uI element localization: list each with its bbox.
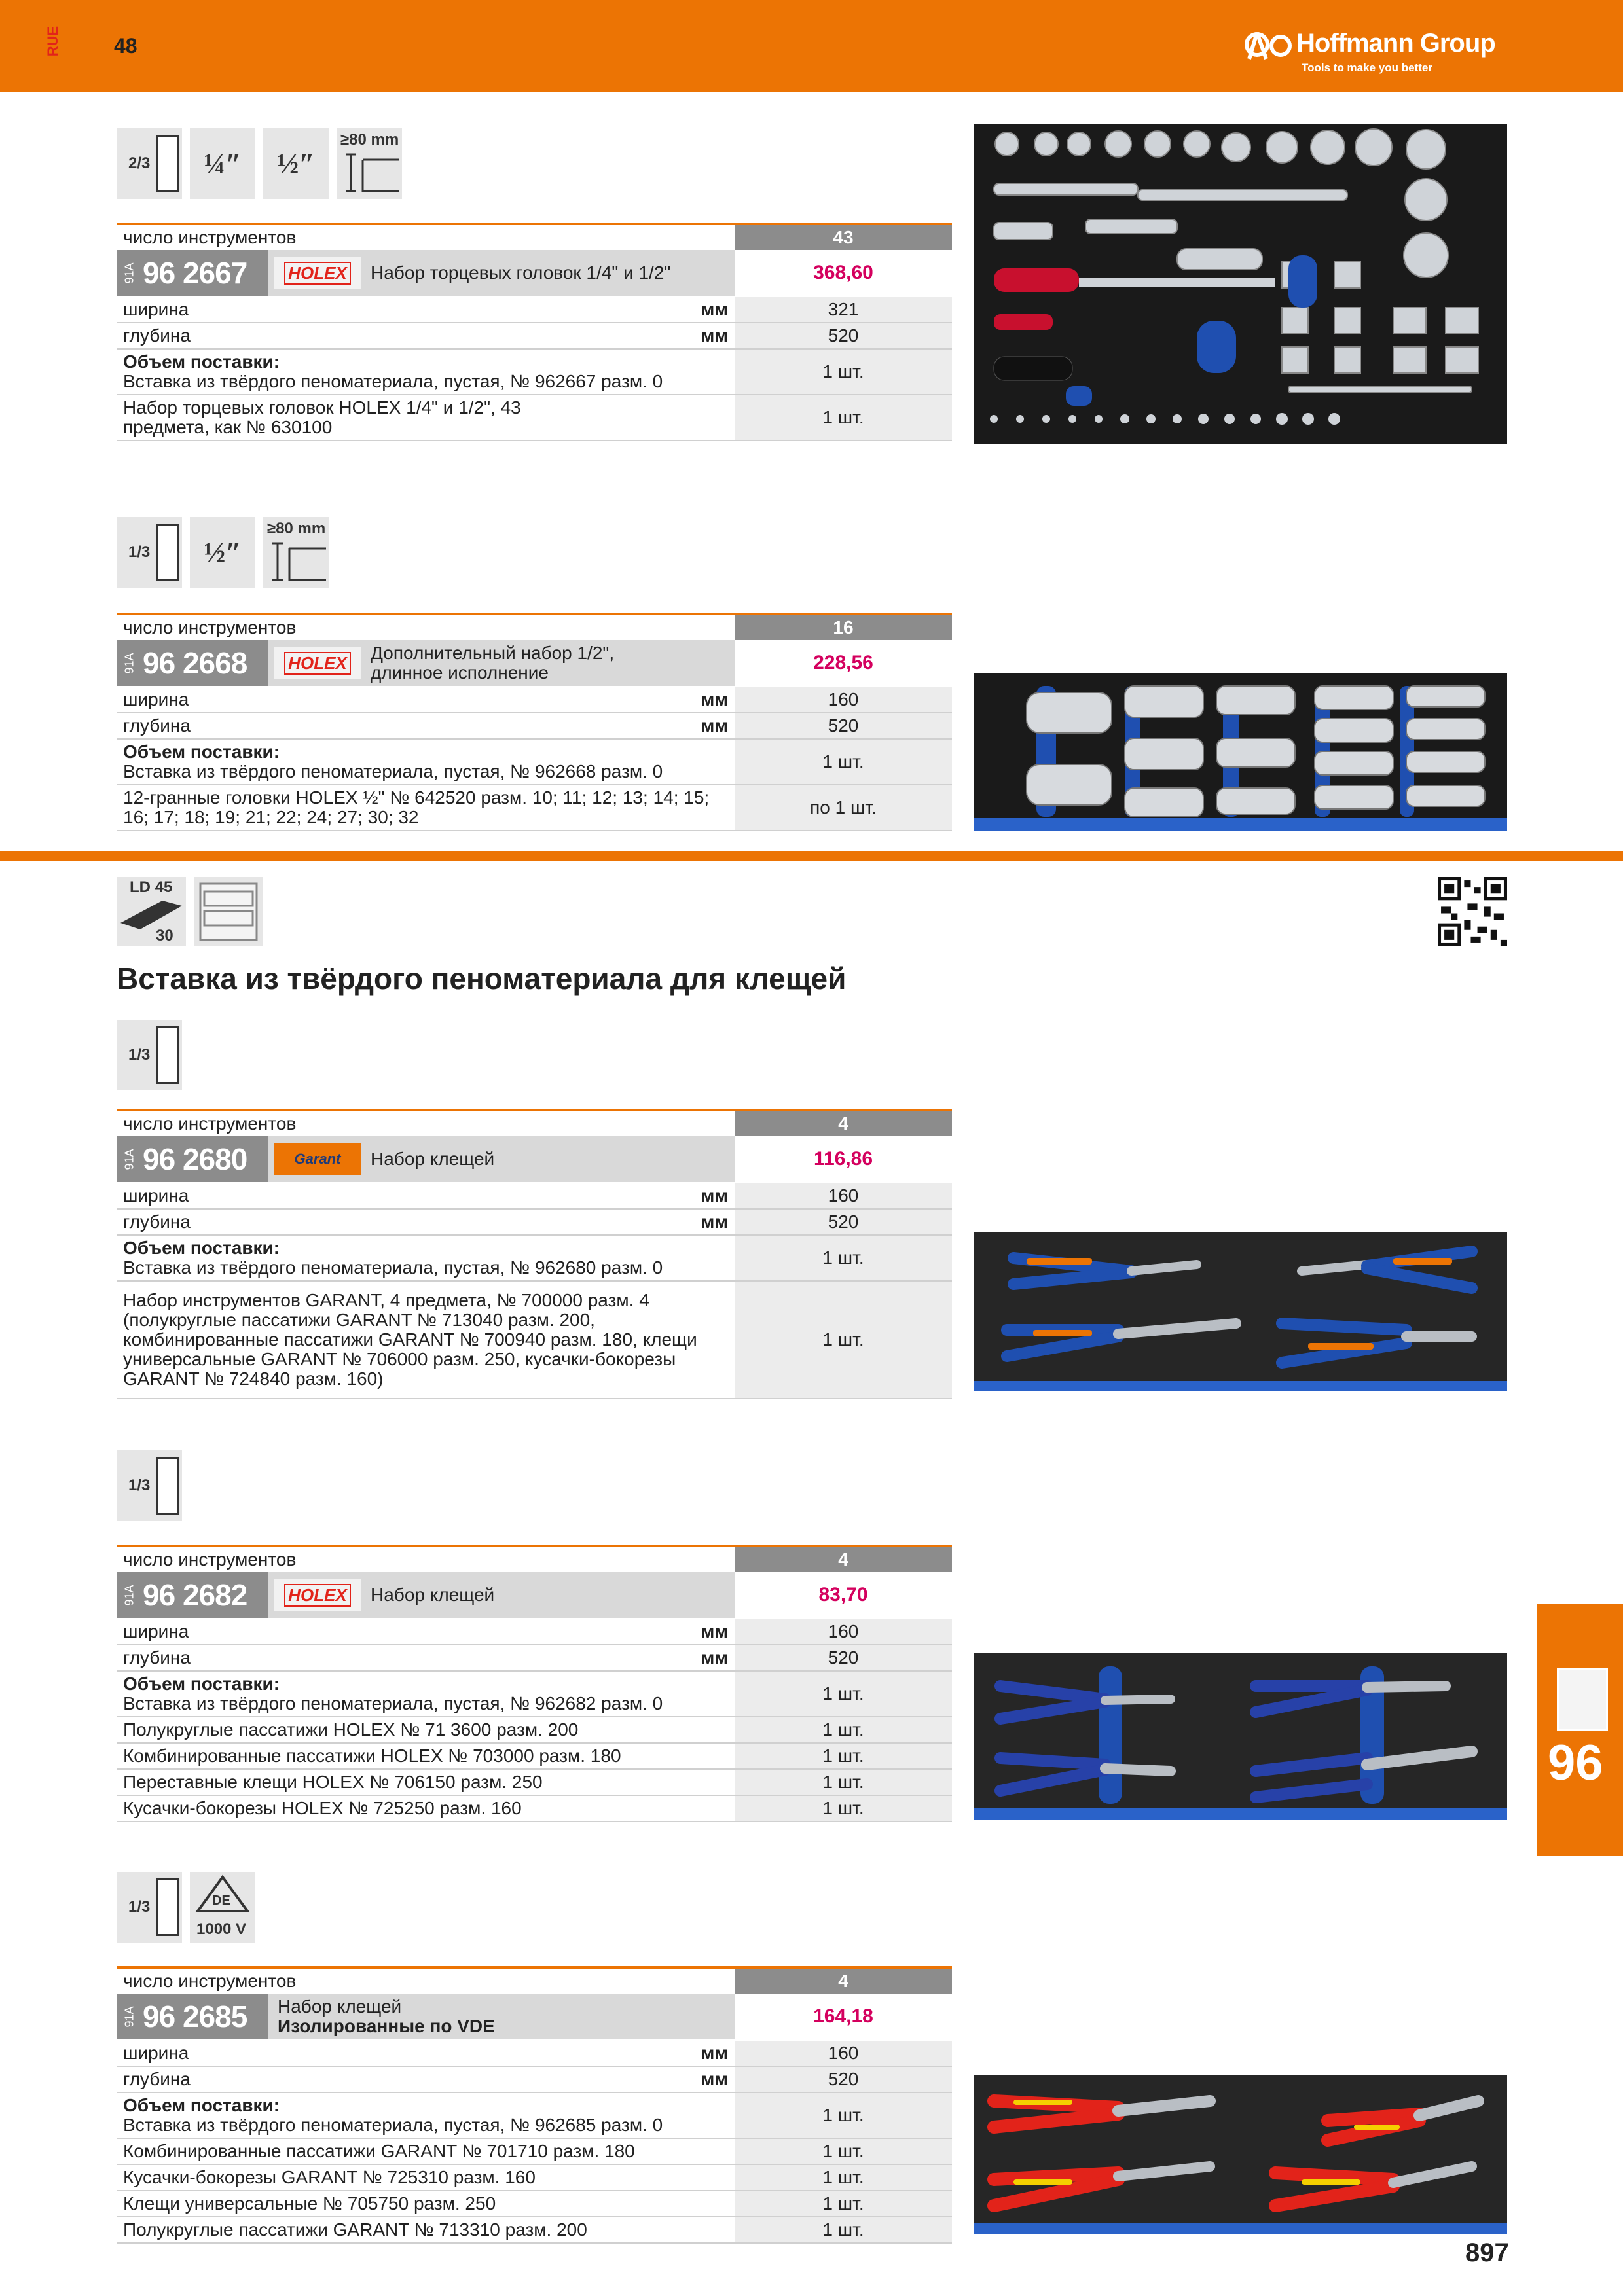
item-text: Комбинированные пассатижи GARANT № 701710 разм. 180	[123, 2141, 635, 2161]
item-qty: 1 шт.	[735, 2191, 952, 2216]
spec-icons-962668	[117, 517, 329, 588]
language-code: RUE	[45, 26, 62, 57]
count-value: 4	[735, 1969, 952, 1994]
supply-text: Вставка из твёрдого пеноматериала, пустая, № 962668 разм. 0	[123, 761, 663, 781]
article-number[interactable]: 91A 96 2682	[117, 1572, 268, 1618]
pliers-set-image	[974, 1232, 1507, 1391]
item-text: 12-гранные головки HOLEX ½" № 642520 разм. 10; 11; 12; 13; 14; 15; 16; 17; 18; 19; 21; 22; 24; 27; 30; 32	[123, 787, 710, 827]
brand-name: Hoffmann Group	[1296, 29, 1495, 58]
supply-text: Вставка из твёрдого пеноматериала, пустая, № 962685 разм. 0	[123, 2115, 663, 2135]
depth-value: 520	[735, 1210, 952, 1234]
product-table-962668: число инструментов 16 91A 96 2668 HOLEX Дополнительный набор 1/2", длинное исполнение 228,56 ширина мм 160 глубина мм 520 Объем поставки: Вставка из твёрдого пеноматериала, пустая, № 962668 разм. 0 1 шт. 12-гранные головки HOLEX ½" № 642520 разм. 10; 11; 12; 13; 14; 15; 16; 17; 18; 19; 21; 22; 24; 27; 30; 32 по 1 шт.	[117, 613, 952, 831]
drawer-size-icon: 2/3	[117, 128, 182, 199]
product-title: Набор клещей	[371, 1585, 495, 1605]
product-photo-962682	[974, 1653, 1507, 1820]
count-label: число инструментов	[117, 1547, 735, 1572]
product-table-962682: число инструментов 4 91A 96 2682 HOLEX Набор клещей 83,70 ширина мм 160 глубина мм 520 Объем поставки: Вставка из твёрдого пеноматериала, пустая, № 962682 разм. 0 1 шт. Полукруглые пассатижи HOLEX № 71 3600 разм. 200 1 шт. Комбинированные пассатижи HOLEX № 703000 разм. 180 1 шт. Переставные клещи HOLEX № 706150 разм. 250 1 шт. Кусачки-бокорезы HOLEX № 725250 разм. 160 1 шт.	[117, 1545, 952, 1822]
count-label: число инструментов	[117, 1969, 735, 1994]
supply-qty: 1 шт.	[735, 350, 952, 394]
depth-value: 520	[735, 1645, 952, 1670]
hoffmann-logo-icon	[1244, 25, 1295, 64]
count-value: 4	[735, 1111, 952, 1136]
price: 116,86	[735, 1136, 952, 1182]
supply-label: Объем поставки:	[123, 2095, 280, 2115]
width-value: 160	[735, 1619, 952, 1644]
supply-text: Вставка из твёрдого пеноматериала, пустая, № 962667 разм. 0	[123, 371, 663, 391]
item-text: Клещи универсальные № 705750 разм. 250	[123, 2193, 496, 2214]
product-photo-962667	[974, 124, 1507, 444]
count-label: число инструментов	[117, 225, 735, 250]
brand-logo: HOLEX	[274, 257, 361, 289]
item-text: Полукруглые пассатижи HOLEX № 71 3600 разм. 200	[123, 1719, 579, 1740]
page-number: 897	[1465, 2238, 1509, 2267]
depth-value: 520	[735, 2067, 952, 2092]
depth-value: 520	[735, 323, 952, 348]
article-number[interactable]: 91A 96 2667	[117, 250, 268, 296]
depth-icon: ≥80 mm	[263, 517, 329, 588]
catalog-page-number: 48	[114, 34, 137, 58]
drawer-size-icon: 1/3	[117, 1020, 182, 1090]
width-label: ширина	[123, 689, 189, 709]
vde-icon: DE 1000 V	[190, 1872, 255, 1943]
socket-set-image	[974, 124, 1507, 444]
price: 83,70	[735, 1572, 952, 1618]
item-qty: 1 шт.	[735, 2217, 952, 2242]
drawer-size-icon: 1/3	[117, 1450, 182, 1521]
item-text: Комбинированные пассатижи HOLEX № 703000 разм. 180	[123, 1746, 621, 1766]
section-icons	[117, 877, 263, 946]
product-title: Набор клещей	[371, 1149, 495, 1169]
width-label: ширина	[123, 299, 189, 319]
chapter-number: 96	[1548, 1735, 1603, 1791]
spec-icons-962685	[117, 1872, 255, 1943]
brand-tagline: Tools to make you better	[1302, 62, 1432, 74]
supply-label: Объем поставки:	[123, 1238, 280, 1258]
item-text: Набор торцевых головок HOLEX 1/4" и 1/2", 43 предмета, как № 630100	[123, 397, 521, 437]
item-qty: 1 шт.	[735, 2139, 952, 2164]
brand-logo: Garant	[274, 1143, 361, 1175]
long-sockets-image	[974, 673, 1507, 831]
spec-icons-962680	[117, 1020, 182, 1090]
product-photo-962680	[974, 1232, 1507, 1391]
supply-label: Объем поставки:	[123, 351, 280, 372]
ld-icon: LD 45 30	[117, 877, 186, 946]
vde-pliers-image	[974, 2075, 1507, 2234]
drive-half-icon: ½″	[190, 517, 255, 588]
depth-value: 520	[735, 713, 952, 738]
brand-logo: HOLEX	[274, 1579, 361, 1611]
page-header	[0, 0, 1623, 92]
section-divider	[0, 851, 1623, 861]
price: 228,56	[735, 640, 952, 686]
cabinet-icon	[194, 877, 263, 946]
depth-label: глубина	[123, 2069, 191, 2089]
supply-qty: 1 шт.	[735, 740, 952, 784]
hoffmann-logo[interactable]	[1244, 25, 1506, 77]
count-value: 4	[735, 1547, 952, 1572]
item-qty: 1 шт.	[735, 2165, 952, 2190]
product-title: Набор торцевых головок 1/4" и 1/2"	[371, 262, 671, 283]
width-value: 160	[735, 1183, 952, 1208]
product-table-962667: число инструментов 43 91A 96 2667 HOLEX Набор торцевых головок 1/4" и 1/2" 368,60 ширина мм 321 глубина мм 520 Объем поставки: Вставка из твёрдого пеноматериала, пустая, № 962667 разм. 0 1 шт. Набор торцевых головок HOLEX 1/4" и 1/2", 43 предмета, как № 630100 1 шт.	[117, 223, 952, 441]
count-value: 16	[735, 615, 952, 640]
width-label: ширина	[123, 1621, 189, 1641]
product-table-962685: число инструментов 4 91A 96 2685 Набор клещей Изолированные по VDE 164,18 ширина мм 160 глубина мм 520 Объем поставки: Вставка из твёрдого пеноматериала, пустая, № 962685 разм. 0 1 шт. Комбинированные пассатижи GARANT № 701710 разм. 180 1 шт. Кусачки-бокорезы GARANT № 725310 разм. 160 1 шт. Клещи универсальные № 705750 разм. 250 1 шт. Полукруглые пассатижи GARANT № 713310 разм. 200 1 шт.	[117, 1966, 952, 2244]
spec-icons-962667	[117, 128, 402, 199]
supply-label: Объем поставки:	[123, 1674, 280, 1694]
supply-qty: 1 шт.	[735, 1672, 952, 1716]
depth-label: глубина	[123, 1647, 191, 1668]
product-title: Дополнительный набор 1/2", длинное исполнение	[371, 643, 615, 683]
item-text: Полукруглые пассатижи GARANT № 713310 разм. 200	[123, 2219, 587, 2240]
count-label: число инструментов	[117, 1111, 735, 1136]
count-value: 43	[735, 225, 952, 250]
item-qty: 1 шт.	[735, 1770, 952, 1795]
article-number[interactable]: 91A 96 2685	[117, 1994, 268, 2039]
chapter-tab[interactable]	[1537, 1604, 1623, 1856]
width-label: ширина	[123, 1185, 189, 1206]
price: 164,18	[735, 1994, 952, 2039]
item-qty: 1 шт.	[735, 1717, 952, 1742]
item-qty: 1 шт.	[735, 395, 952, 440]
product-photo-962668	[974, 673, 1507, 831]
supply-qty: 1 шт.	[735, 2093, 952, 2138]
brand-logo: HOLEX	[274, 647, 361, 679]
depth-label: глубина	[123, 325, 191, 346]
product-photo-962685	[974, 2075, 1507, 2234]
drawer-size-icon: 1/3	[117, 1872, 182, 1943]
item-qty: 1 шт.	[735, 1796, 952, 1821]
depth-label: глубина	[123, 1211, 191, 1232]
width-value: 160	[735, 687, 952, 712]
supply-text: Вставка из твёрдого пеноматериала, пустая, № 962682 разм. 0	[123, 1693, 663, 1713]
qr-code-icon[interactable]	[1438, 877, 1507, 946]
count-label: число инструментов	[117, 615, 735, 640]
width-label: ширина	[123, 2043, 189, 2063]
width-value: 321	[735, 297, 952, 322]
supply-label: Объем поставки:	[123, 742, 280, 762]
drive-quarter-icon: ¼″	[190, 128, 255, 199]
price: 368,60	[735, 250, 952, 296]
article-number[interactable]: 91A 96 2668	[117, 640, 268, 686]
product-title: Набор клещей Изолированные по VDE	[278, 1996, 495, 2036]
item-text: Кусачки-бокорезы GARANT № 725310 разм. 160	[123, 2167, 536, 2187]
drawer-size-icon: 1/3	[117, 517, 182, 588]
supply-qty: 1 шт.	[735, 1236, 952, 1280]
cabinet-icon	[1557, 1668, 1608, 1731]
item-qty: по 1 шт.	[735, 785, 952, 830]
depth-icon: ≥80 mm	[337, 128, 402, 199]
depth-label: глубина	[123, 715, 191, 736]
drive-half-icon: ½″	[263, 128, 329, 199]
supply-text: Вставка из твёрдого пеноматериала, пустая, № 962680 разм. 0	[123, 1257, 663, 1278]
width-value: 160	[735, 2041, 952, 2066]
section-title: Вставка из твёрдого пеноматериала для клещей	[117, 961, 847, 996]
item-text: Кусачки-бокорезы HOLEX № 725250 разм. 160	[123, 1798, 522, 1818]
item-qty: 1 шт.	[735, 1744, 952, 1768]
article-number[interactable]: 91A 96 2680	[117, 1136, 268, 1182]
product-table-962680: число инструментов 4 91A 96 2680 Garant Набор клещей 116,86 ширина мм 160 глубина мм 520 Объем поставки: Вставка из твёрдого пеноматериала, пустая, № 962680 разм. 0 1 шт. Набор инструментов GARANT, 4 предмета, № 700000 разм. 4 (полукруглые пассатижи GARANT № 713040 разм. 200, комбинированные пассатижи GARANT № 700940 разм. 180, клещи универсальные GARANT № 706000 разм. 250, кусачки-бокорезы GARANT № 724840 разм. 160) 1 шт.	[117, 1109, 952, 1399]
svg-text:DE: DE	[212, 1893, 230, 1908]
pliers-set-image	[974, 1653, 1507, 1820]
item-text: Переставные клещи HOLEX № 706150 разм. 250	[123, 1772, 543, 1792]
item-text: Набор инструментов GARANT, 4 предмета, № 700000 разм. 4 (полукруглые пассатижи GARANT № 713040 разм. 200, комбинированные пассатижи GARANT № 700940 разм. 180, клещи универсальные GARANT № 706000 разм. 250, кусачки-бокорезы GARANT № 724840 разм. 160)	[123, 1290, 697, 1389]
item-qty: 1 шт.	[735, 1282, 952, 1398]
spec-icons-962682	[117, 1450, 182, 1521]
